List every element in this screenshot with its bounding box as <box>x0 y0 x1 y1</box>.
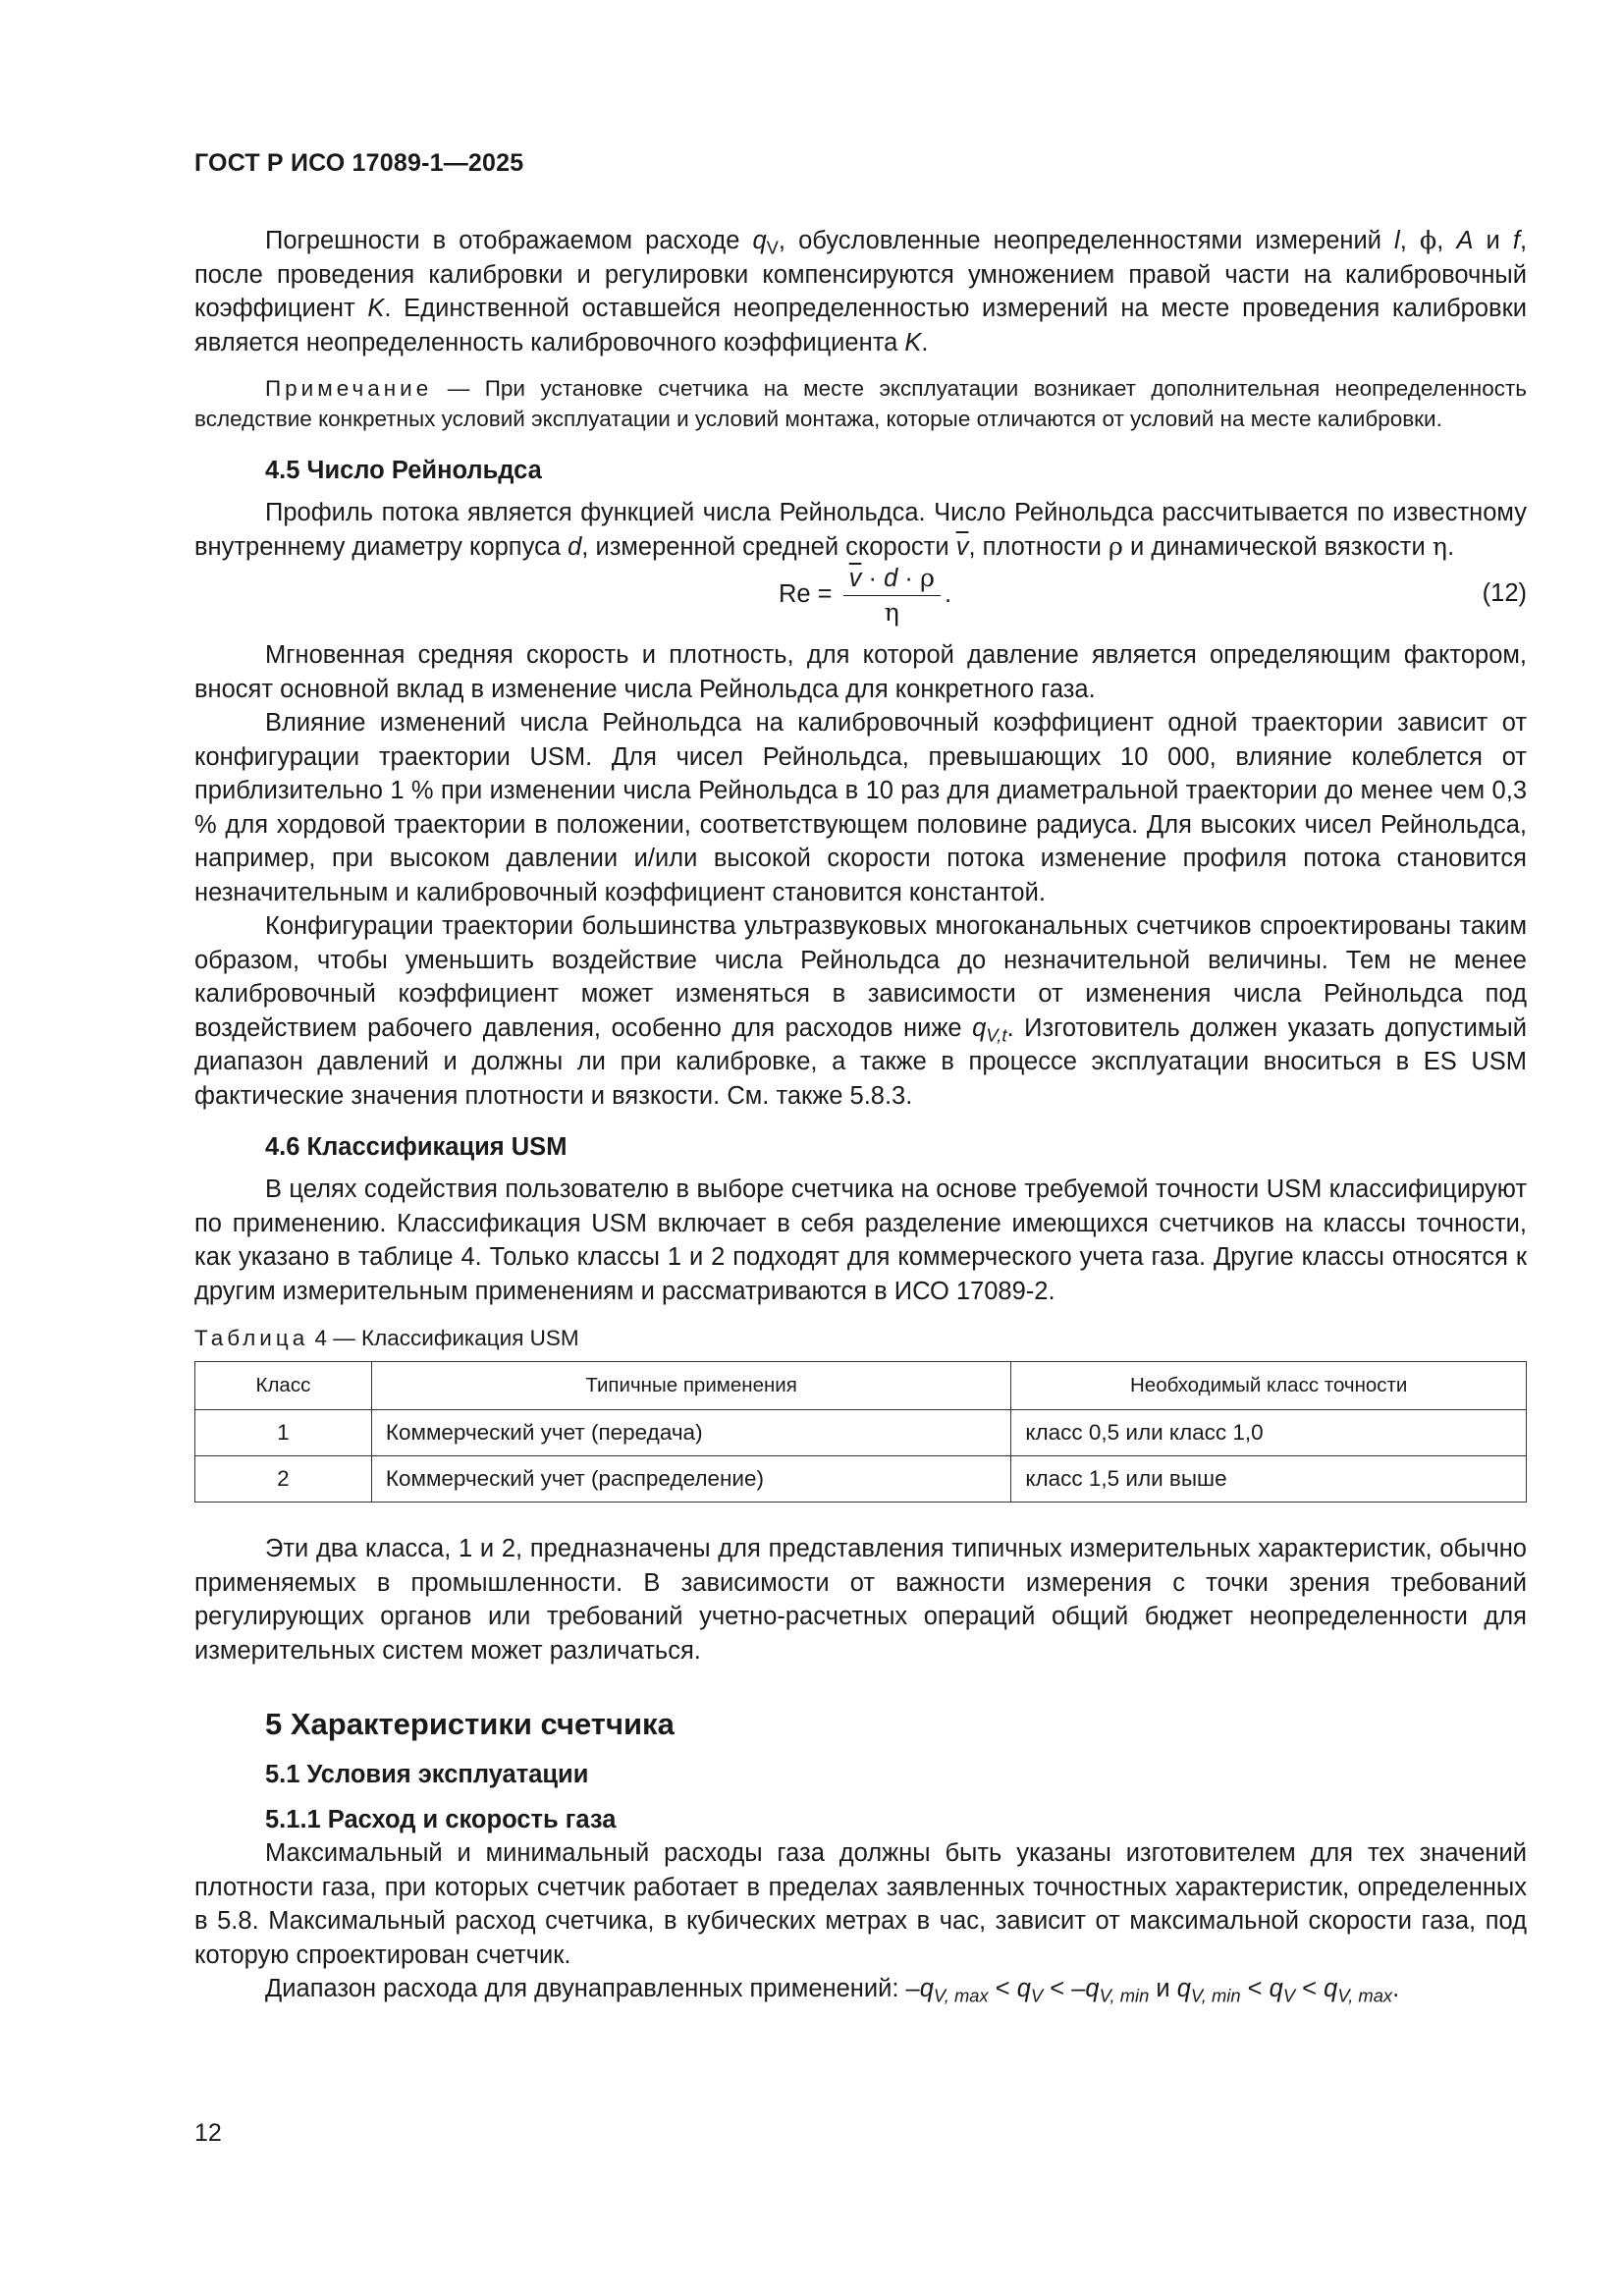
paragraph-influence: Влияние изменений числа Рейнольдса на калибровочный коэффициент одной траектории зависит от конфигурации траектории USM. Для чисел Рейнольдса, превышающих 10 000, влияние колеблется от приблизительно 1 % при изменении числа Рейнольдса в 10 раз для диаметральной траектории до менее чем 0,3 % для хордовой траектории в положении, соответствующем половине радиуса. Для высоких чисел Рейнольдса, например, при высоком давлении и/или высокой скорости потока изменение профиля потока становится незначительным и калибровочный коэффициент становится константой. <box>194 709 1527 906</box>
section-heading-5: 5 Характеристики счетчика <box>265 1707 675 1741</box>
paragraph-errors: Погрешности в отображаемом расходе $q_V$, обусловленные неопределенностями измерений l, ϕ, A и f, после проведения калибровки и регулировки компенсируются умножением правой части на калибровочный коэффициент K. Единственной оставшейся неопределенностью измерений на месте проведения калибровки является неопределенность калибровочного коэффициента K. <box>194 226 1528 356</box>
section-heading-4-6: 4.6 Классификация USM <box>265 1133 568 1161</box>
note: Примечание — При установке счетчика на месте эксплуатации возникает дополнительная неопределенность вследствие конкретных условий эксплуатации и условий монтажа, которые отличаются от условий на месте калибровки. <box>194 376 1527 431</box>
formula-numerator: $\overline{v} \cdot d \cdot \rho$ <box>843 564 941 596</box>
section-heading-5-1: 5.1 Условия эксплуатации <box>265 1761 589 1788</box>
paragraph-reynolds-intro: Профиль потока является функцией числа Рейнольдса. Число Рейнольдса рассчитывается по известному внутреннему диаметру корпуса d, измеренной средней скорости $\overline{v}$, плотности ρ и динамической вязкости η. <box>194 499 1527 562</box>
document-header: ГОСТ Р ИСО 17089-1—2025 <box>194 149 524 177</box>
table-row: 1 Коммерческий учет (передача) класс 0,5 или класс 1,0 <box>195 1410 1527 1456</box>
table-header-row <box>195 1362 1527 1410</box>
table-caption: Таблица 4 — Классификация USM <box>194 1326 579 1350</box>
paragraph-flow-range: Диапазон расхода для двунаправленных применений: $-q_{V, max} < q_V < -q_{V, min}$ и $q_{V, min} < q_V < q_{V, max}$. <box>265 1975 1400 2006</box>
header-class: Класс <box>195 1362 372 1410</box>
header-applications: Типичные применения <box>371 1362 1011 1410</box>
reynolds-formula: Re = $\frac{\overline{v} \cdot d \cdot \rho}{\eta}$ . <box>779 564 952 628</box>
table-row: 2 Коммерческий учет (распределение) класс 1,5 или выше <box>195 1456 1527 1503</box>
header-accuracy: Необходимый класс точности <box>1011 1362 1527 1410</box>
paragraph-two-classes: Эти два класса, 1 и 2, предназначены для представления типичных измерительных характеристик, обычно применяемых в промышленности. В зависимости от важности измерения с точки зрения требований регулирующих органов или требований учетно-расчетных операций общий бюджет неопределенности для измерительных систем может различаться. <box>194 1535 1527 1665</box>
formula-denominator: η <box>884 598 899 628</box>
paragraph-classification: В целях содействия пользователю в выборе счетчика на основе требуемой точности USM классифицируют по применению. Классификация USM включает в себя разделение имеющихся счетчиков на классы точности, как указано в таблице 4. Только классы 1 и 2 подходят для коммерческого учета газа. Другие классы относятся к другим измерительным применениям и рассматриваются в ИСО 17089-2. <box>194 1175 1527 1305</box>
formula-fraction <box>843 564 941 628</box>
page-number: 12 <box>194 2119 222 2147</box>
paragraph-flow-rates: Максимальный и минимальный расходы газа должны быть указаны изготовителем для тех значений плотности газа, при которых счетчик работает в пределах заявленных точностных характеристик, определенных в 5.8. Максимальный расход счетчика, в кубических метрах в час, зависит от максимальной скорости газа, под которую спроектирован счетчик. <box>194 1839 1527 1969</box>
paragraph-configurations: Конфигурации траектории большинства ультразвуковых многоканальных счетчиков спроектированы таким образом, чтобы уменьшить воздействие числа Рейнольдса до незначительной величины. Тем не менее калибровочный коэффициент может изменяться в зависимости от изменения числа Рейнольдса под воздействием рабочего давления, особенно для расходов ниже $q_{V,t}$. Изготовитель должен указать допустимый диапазон давлений и должны ли при калибровке, а также в процессе эксплуатации вноситься в ES USM фактические значения плотности и вязкости. См. также 5.8.3. <box>194 912 1527 1110</box>
section-heading-5-1-1: 5.1.1 Расход и скорость газа <box>265 1806 617 1833</box>
formula-12 <box>194 564 1527 632</box>
equation-number: (12) <box>1482 579 1527 607</box>
section-heading-4-5: 4.5 Число Рейнольдса <box>265 457 542 484</box>
paragraph-density: Мгновенная средняя скорость и плотность, для которой давление является определяющим фактором, вносят основной вклад в изменение числа Рейнольдса для конкретного газа. <box>194 641 1527 703</box>
note-label: Примечание <box>265 376 433 401</box>
content <box>194 224 1527 2006</box>
table-usm-classification <box>194 1361 1527 1503</box>
